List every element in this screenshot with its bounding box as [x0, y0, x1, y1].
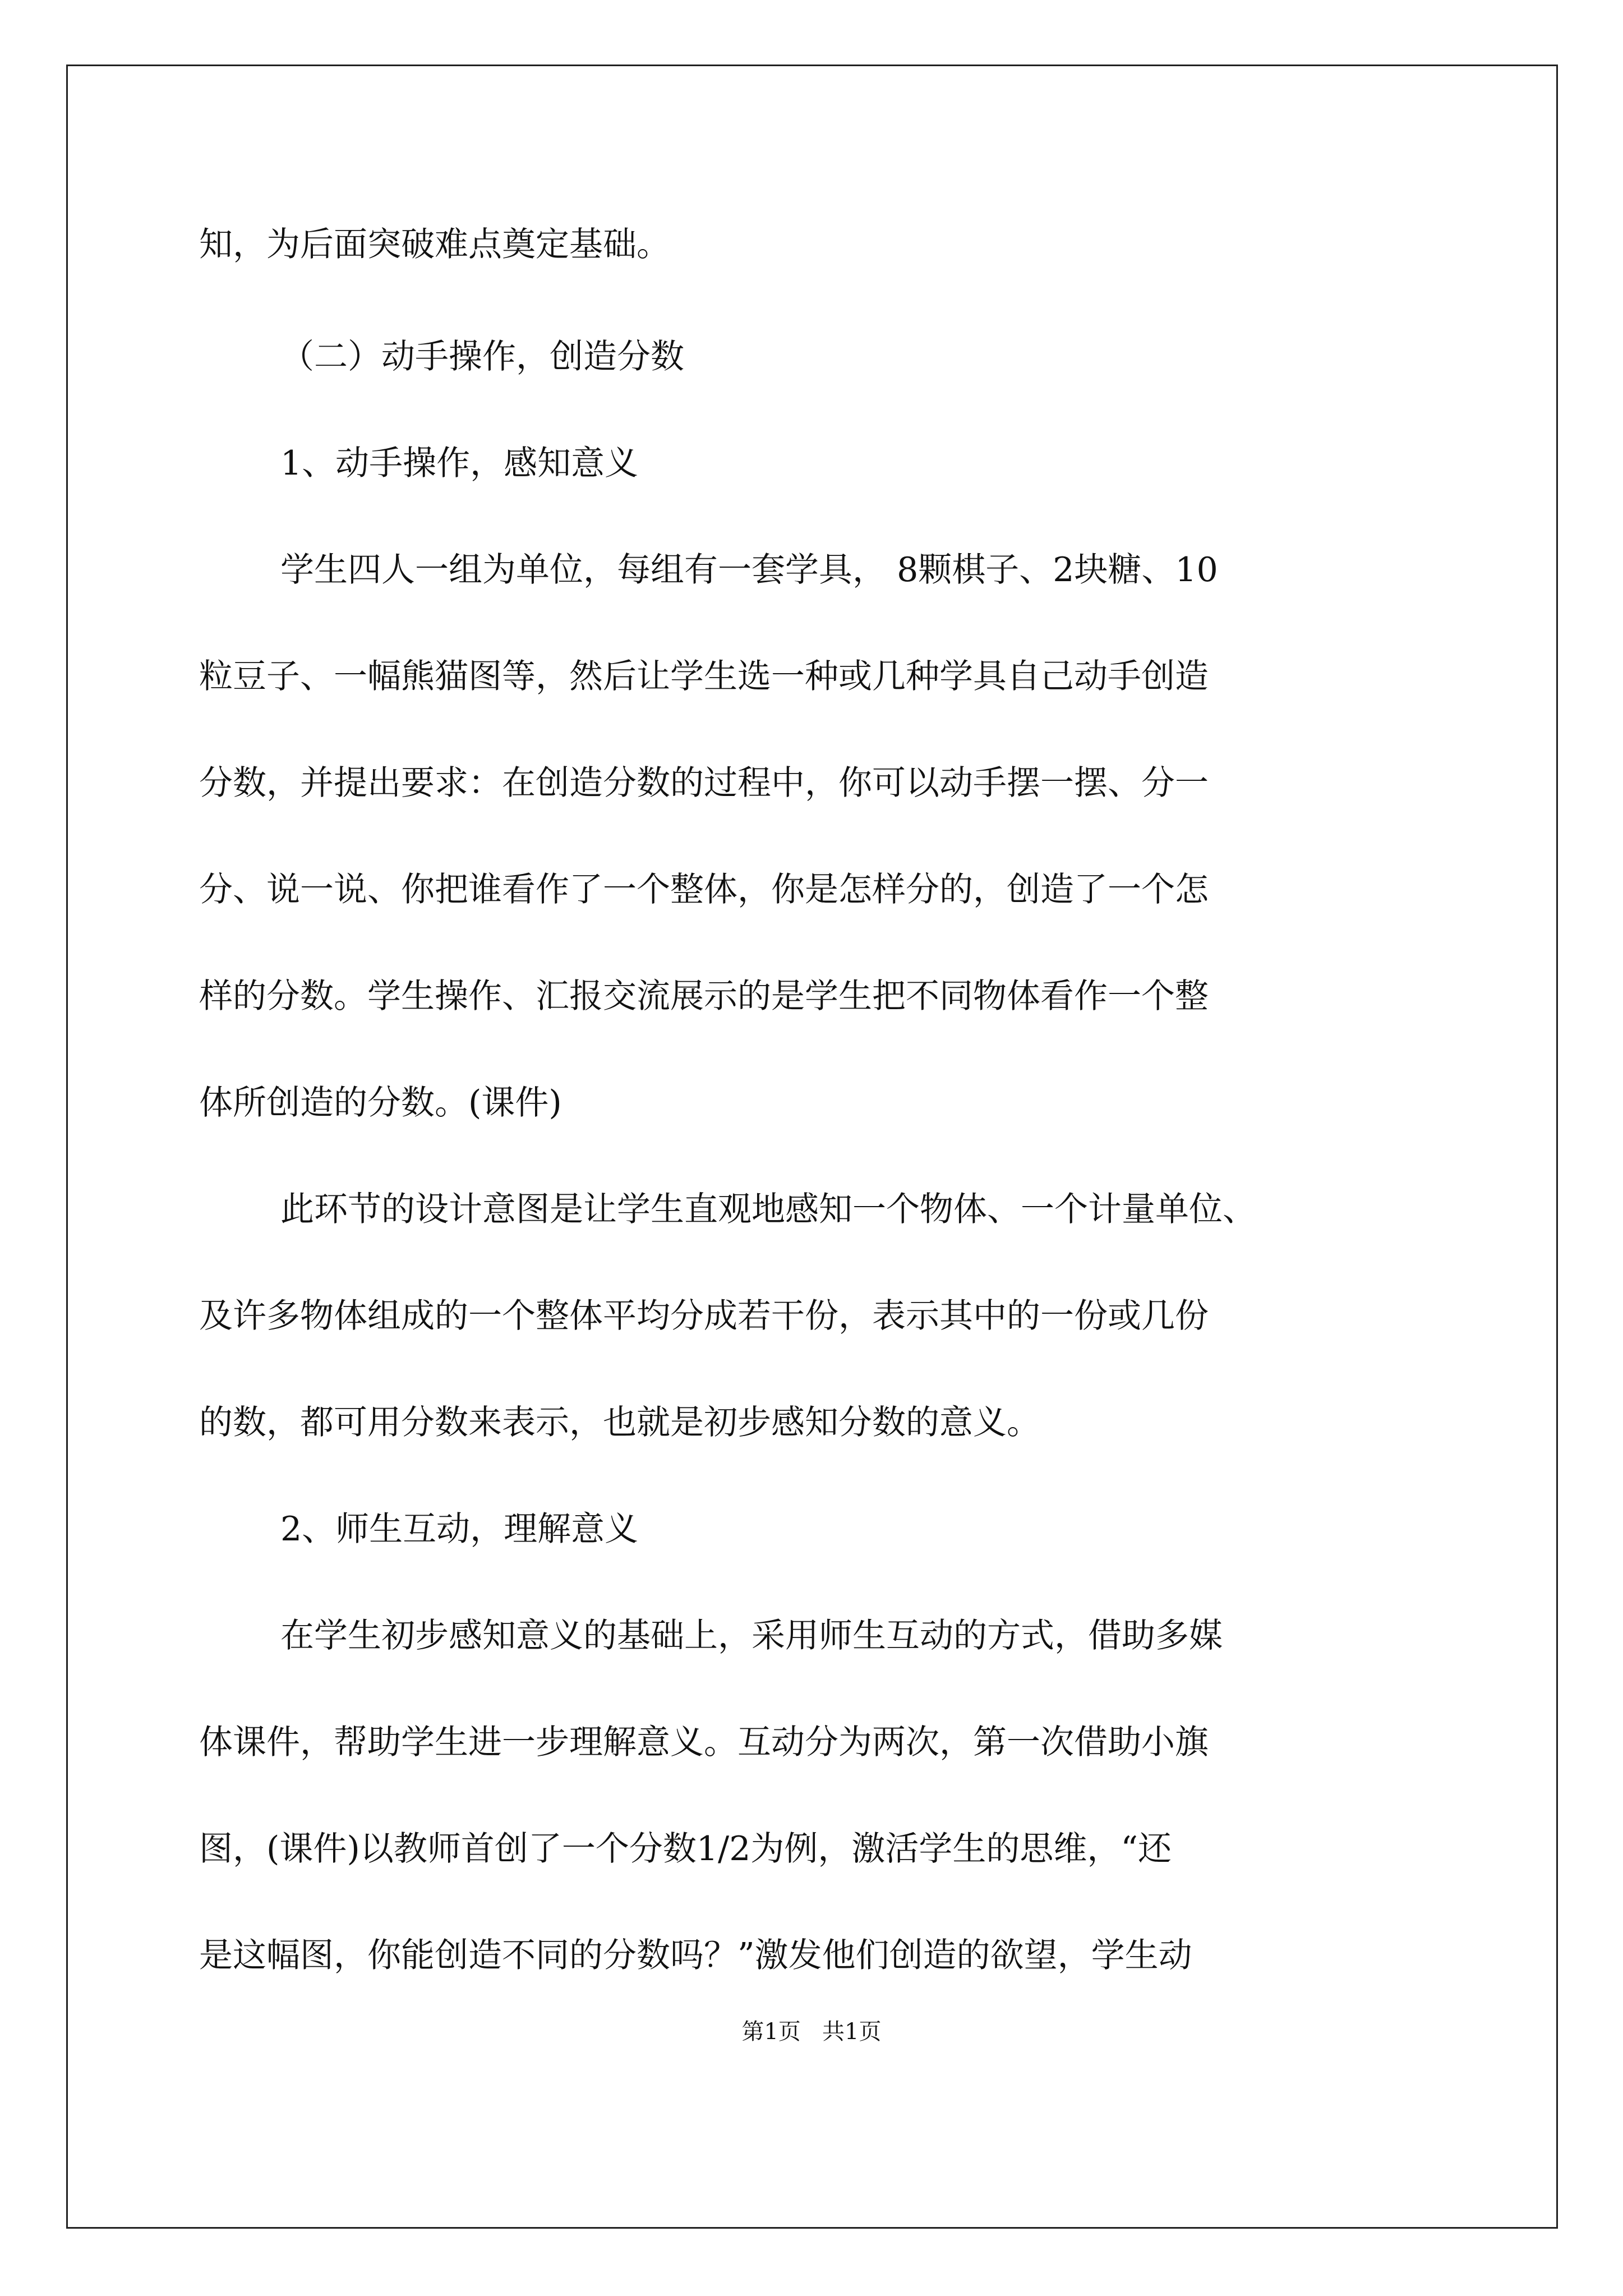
- section-heading: （二）动手操作，创造分数: [280, 337, 684, 376]
- text-line: 在学生初步感知意义的基础上，采用师生互动的方式，借助多媒: [280, 1616, 1223, 1655]
- text-line: 是这幅图，你能创造不同的分数吗？”激发他们创造的欲望，学生动: [199, 1936, 1192, 1975]
- text-line: 及许多物体组成的一个整体平均分成若干份，表示其中的一份或几份: [199, 1296, 1209, 1336]
- text-line: 此环节的设计意图是让学生直观地感知一个物体、一个计量单位、: [280, 1190, 1256, 1229]
- text-line: 分、说一说、你把谁看作了一个整体，你是怎样分的，创造了一个怎: [199, 870, 1209, 909]
- page-border: [66, 65, 1558, 2229]
- subsection-heading: 2、师生互动，理解意义: [280, 1510, 639, 1549]
- text-line: 图，(课件)以教师首创了一个分数1/2为例，激活学生的思维，“还: [199, 1829, 1172, 1869]
- text-line: 的数，都可用分数来表示，也就是初步感知分数的意义。: [199, 1403, 1040, 1442]
- text-line: 学生四人一组为单位，每组有一套学具， 8颗棋子、2块糖、10: [280, 550, 1218, 590]
- text-line: 知，为后面突破难点奠定基础。: [199, 225, 670, 264]
- page-footer: 第1页 共1页: [741, 2019, 882, 2045]
- text-line: 粒豆子、一幅熊猫图等，然后让学生选一种或几种学具自己动手创造: [199, 657, 1209, 696]
- text-line: 体所创造的分数。(课件): [199, 1083, 562, 1122]
- text-line: 样的分数。学生操作、汇报交流展示的是学生把不同物体看作一个整: [199, 977, 1209, 1016]
- text-line: 体课件，帮助学生进一步理解意义。互动分为两次，第一次借助小旗: [199, 1723, 1209, 1762]
- text-line: 分数，并提出要求：在创造分数的过程中，你可以动手摆一摆、分一: [199, 763, 1209, 803]
- subsection-heading: 1、动手操作，感知意义: [280, 444, 639, 483]
